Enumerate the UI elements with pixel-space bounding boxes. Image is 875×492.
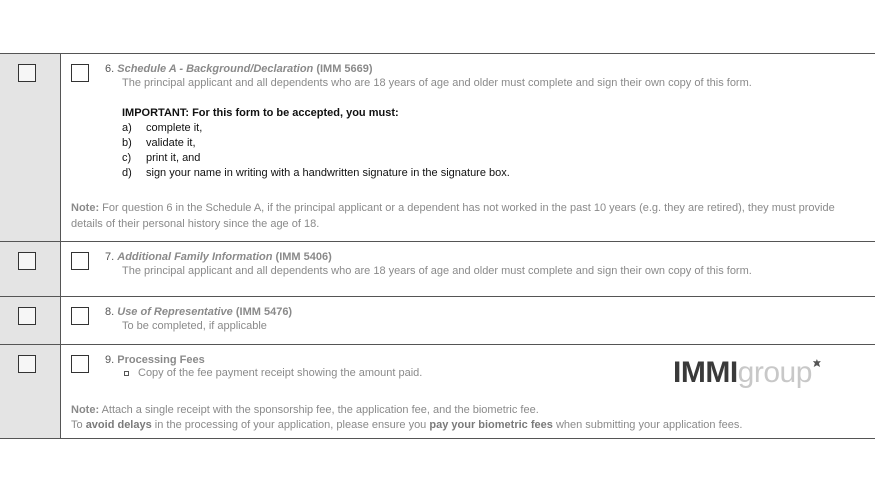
- checklist-row-8: [0, 297, 875, 345]
- office-checkbox-6[interactable]: [18, 64, 36, 82]
- item-description: The principal applicant and all dependents who are 18 years of age and older must complete and sign their own copy of this form.: [122, 77, 752, 89]
- important-instructions: [122, 106, 510, 181]
- logo-text-bold: IMMI: [673, 356, 738, 389]
- checklist-row-9: [0, 345, 875, 439]
- item-heading-8: [105, 305, 292, 319]
- item-number: 8.: [105, 306, 115, 318]
- item-content-8: [61, 297, 875, 344]
- item-heading-9: [105, 353, 205, 367]
- item-description: The principal applicant and all dependents who are 18 years of age and older must complete and sign their own copy of this form.: [122, 265, 752, 277]
- note-text: Attach a single receipt with the sponsorship fee, the application fee, and the biometric fee.: [101, 404, 539, 416]
- office-use-column: [0, 242, 61, 296]
- note-label: Note:: [71, 404, 100, 416]
- note-text: For question 6 in the Schedule A, if the principal applicant or a dependent has not worked in the past 10 years (e.g. they are retired), they must provide details of their personal history since the age of 18.: [71, 202, 835, 230]
- item-description: To be completed, if applicable: [122, 320, 267, 332]
- list-item: a) complete it,: [122, 122, 203, 134]
- list-item: d) sign your name in writing with a handwritten signature in the signature box.: [122, 167, 510, 179]
- form-code: (IMM 5406): [275, 251, 332, 263]
- list-item: b) validate it,: [122, 137, 196, 149]
- item-content-6: [61, 54, 875, 241]
- emphasis-text: pay your biometric fees: [429, 419, 553, 431]
- item-content-9: [61, 345, 875, 438]
- item-heading-7: [105, 250, 332, 264]
- item-number: 9.: [105, 354, 115, 366]
- document-checklist: [0, 53, 875, 439]
- item-heading-6: [105, 62, 373, 76]
- item-title: Schedule A - Background/Declaration: [117, 63, 314, 75]
- office-checkbox-9[interactable]: [18, 355, 36, 373]
- office-checkbox-7[interactable]: [18, 252, 36, 270]
- applicant-checkbox-9[interactable]: [71, 355, 89, 373]
- emphasis-text: avoid delays: [85, 419, 152, 431]
- item-title: Additional Family Information: [117, 251, 273, 263]
- bullet-text: Copy of the fee payment receipt showing the amount paid.: [138, 367, 423, 379]
- note-line-2: To avoid delays in the processing of your application, please ensure you pay your biometric fees when submitting your application fees.: [71, 419, 743, 431]
- list-item: [122, 367, 422, 379]
- office-use-column: [0, 297, 61, 344]
- immigroup-logo: [673, 357, 812, 389]
- item-note: [71, 403, 861, 433]
- item-title: Use of Representative: [117, 306, 233, 318]
- instruction-list: [122, 121, 510, 181]
- note-label: Note:: [71, 202, 100, 214]
- office-use-column: [0, 345, 61, 438]
- item-note: [71, 200, 861, 232]
- maple-leaf-icon: [813, 359, 821, 367]
- form-code: (IMM 5476): [235, 306, 293, 318]
- item-content-7: [61, 242, 875, 296]
- applicant-checkbox-8[interactable]: [71, 307, 89, 325]
- office-use-column: [0, 54, 61, 241]
- checklist-row-7: [0, 242, 875, 297]
- applicant-checkbox-6[interactable]: [71, 64, 89, 82]
- list-item: c) print it, and: [122, 152, 201, 164]
- office-checkbox-8[interactable]: [18, 307, 36, 325]
- item-number: 7.: [105, 251, 115, 263]
- form-code: (IMM 5669): [316, 63, 373, 75]
- logo-text-light: group: [737, 356, 812, 389]
- important-title: IMPORTANT: For this form to be accepted, you must:: [122, 107, 399, 119]
- item-title: Processing Fees: [117, 354, 205, 366]
- note-line-1: [71, 403, 861, 418]
- checklist-row-6: [0, 54, 875, 242]
- bullet-square-icon: [124, 371, 129, 376]
- applicant-checkbox-7[interactable]: [71, 252, 89, 270]
- item-number: 6.: [105, 63, 115, 75]
